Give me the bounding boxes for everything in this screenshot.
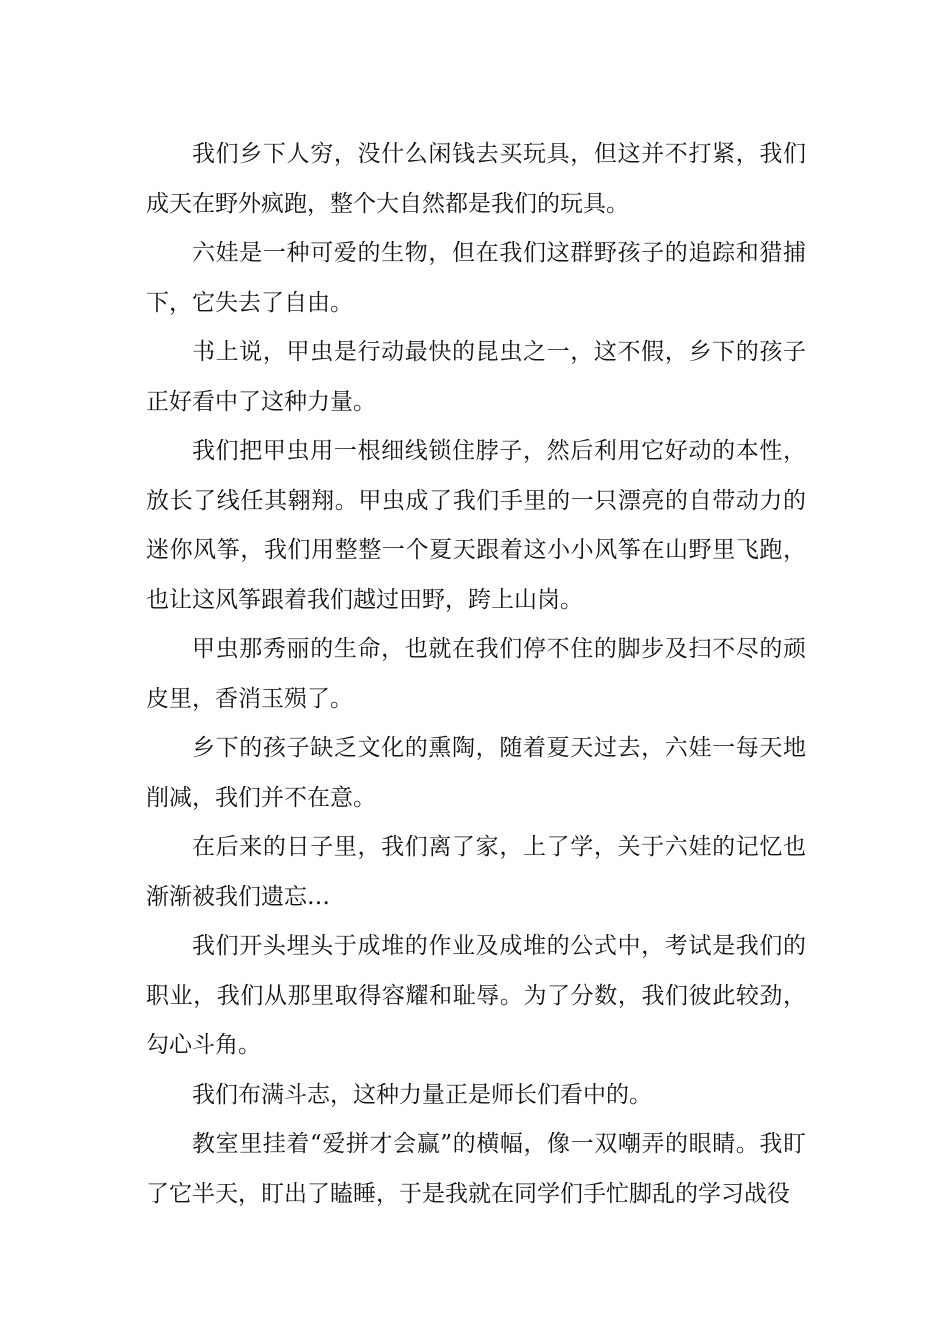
paragraph: 六娃是一种可爱的生物，但在我们这群野孩子的追踪和猎捕下，它失去了自由。 <box>146 240 806 316</box>
paragraph: 我们布满斗志，这种力量正是师长们看中的。 <box>192 1081 652 1108</box>
paragraph: 乡下的孩子缺乏文化的熏陶，随着夏天过去，六娃一每天地削减，我们并不在意。 <box>146 735 806 811</box>
paragraph: 我们开头埋头于成堆的作业及成堆的公式中，考试是我们的职业，我们从那里取得容耀和耻辱。为了分数，我们彼此较劲，勾心斗角。 <box>146 933 806 1058</box>
paragraph: 甲虫那秀丽的生命，也就在我们停不住的脚步及扫不尽的顽皮里，香消玉殒了。 <box>146 636 806 712</box>
paragraph: 我们把甲虫用一根细线锁住脖子，然后利用它好动的本性，放长了线任其翱翔。甲虫成了我们手里的一只漂亮的自带动力的迷你风筝，我们用整整一个夏天跟着这小小风筝在山野里飞跑，也让这风筝跟着我们越过田野，跨上山岗。 <box>146 438 806 613</box>
paragraph: 书上说，甲虫是行动最快的昆虫之一，这不假，乡下的孩子正好看中了这种力量。 <box>146 339 806 415</box>
document-body <box>146 130 806 1219</box>
paragraph: 我们乡下人穷，没什么闲钱去买玩具，但这并不打紧，我们成天在野外疯跑，整个大自然都是我们的玩具。 <box>146 141 806 217</box>
paragraph: 教室里挂着“爱拼才会赢”的横幅，像一双嘲弄的眼睛。我盯了它半天，盯出了瞌睡，于是我就在同学们手忙脚乱的学习战役 <box>146 1131 806 1207</box>
paragraph: 在后来的日子里，我们离了家，上了学，关于六娃的记忆也渐渐被我们遗忘… <box>146 834 806 910</box>
